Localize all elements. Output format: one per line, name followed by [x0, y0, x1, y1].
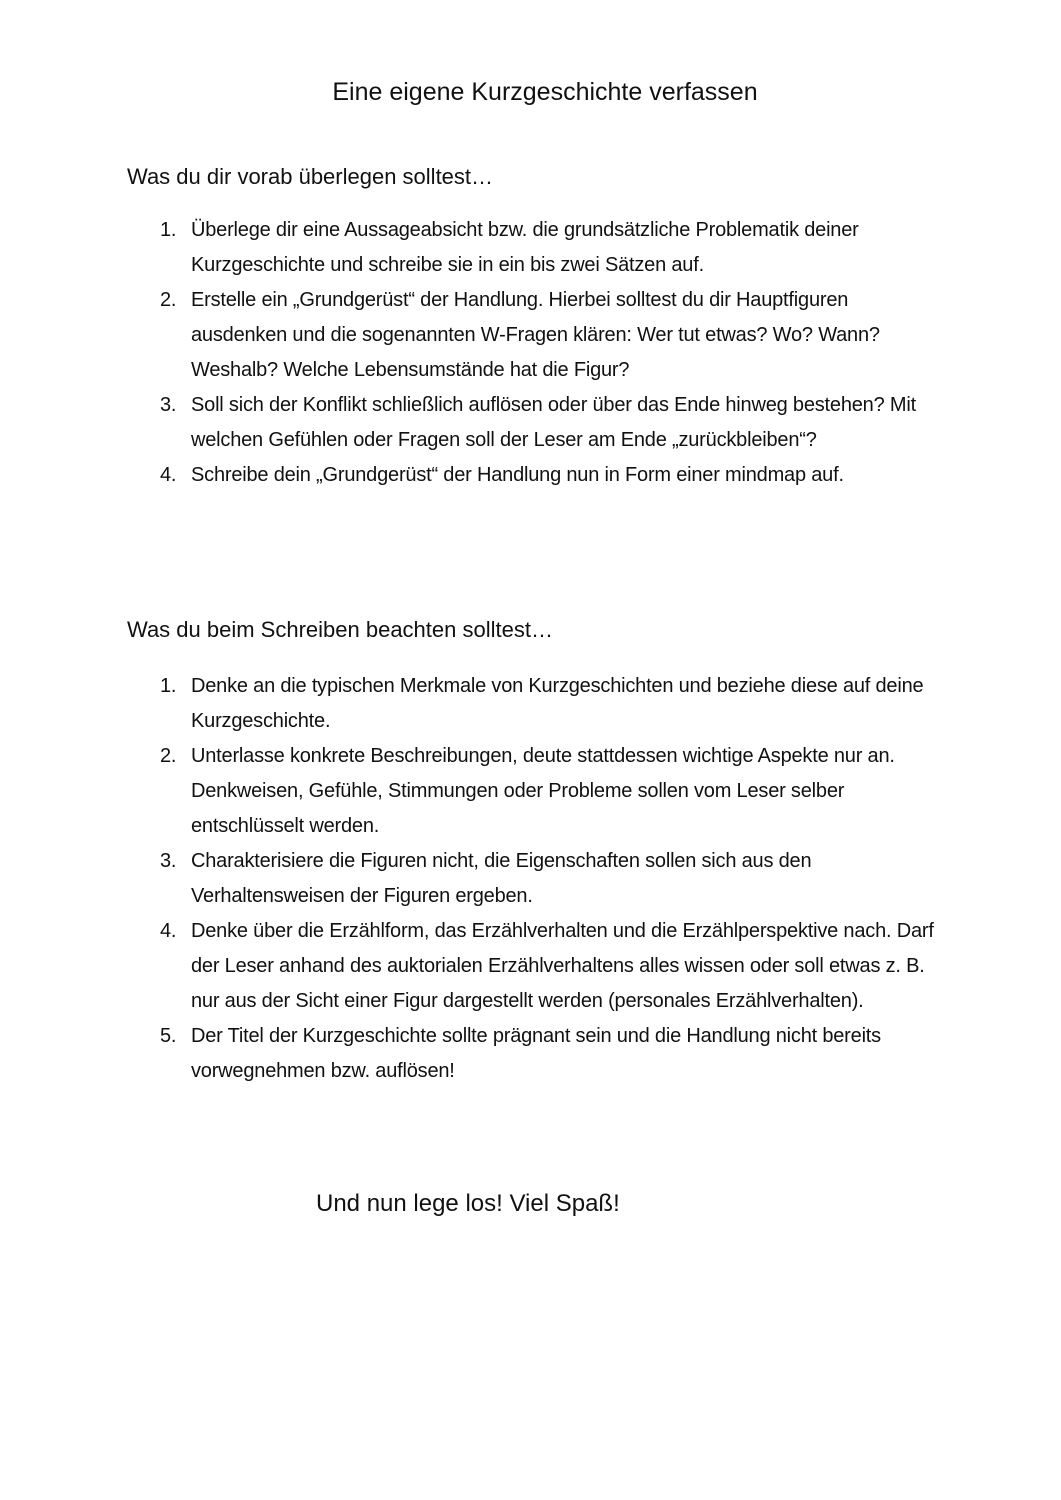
preparation-list [160, 213, 940, 493]
list-item [160, 669, 940, 739]
item-text: Der Titel der Kurzgeschichte sollte prägnant sein und die Handlung nicht bereits vorwegnehmen bzw. auflösen! [191, 1025, 881, 1082]
list-item [160, 388, 940, 458]
item-number: 2. [160, 289, 177, 311]
list-item [160, 1019, 940, 1089]
item-text: Erstelle ein „Grundgerüst“ der Handlung. Hierbei solltest du dir Hauptfiguren ausdenken und die sogenannten W-Fragen klären: Wer tut etwas? Wo? Wann? Weshalb? Welche Lebensumstände hat die Figur? [191, 289, 880, 381]
list-item [160, 283, 940, 388]
item-number: 3. [160, 394, 177, 416]
writing-list [160, 669, 940, 1089]
item-number: 4. [160, 920, 177, 942]
page-title: Eine eigene Kurzgeschichte verfassen [332, 78, 758, 106]
list-item [160, 844, 940, 914]
item-text: Denke über die Erzählform, das Erzählverhalten und die Erzählperspektive nach. Darf der Leser anhand des auktorialen Erzählverhaltens alles wissen oder soll etwas z. B. nur aus der Sicht einer Figur dargestellt werden (personales Erzählverhalten). [191, 920, 934, 1012]
item-text: Überlege dir eine Aussageabsicht bzw. die grundsätzliche Problematik deiner Kurzgeschichte und schreibe sie in ein bis zwei Sätzen auf. [191, 219, 859, 276]
item-text: Schreibe dein „Grundgerüst“ der Handlung nun in Form einer mindmap auf. [191, 464, 844, 486]
item-number: 1. [160, 675, 177, 697]
list-item [160, 213, 940, 283]
item-text: Soll sich der Konflikt schließlich auflösen oder über das Ende hinweg bestehen? Mit welchen Gefühlen oder Fragen soll der Leser am Ende „zurückbleiben“? [191, 394, 916, 451]
closing-line: Und nun lege los! Viel Spaß! [316, 1190, 620, 1217]
section-heading-preparation: Was du dir vorab überlegen solltest… [127, 164, 494, 189]
item-text: Charakterisiere die Figuren nicht, die Eigenschaften sollen sich aus den Verhaltensweisen der Figuren ergeben. [191, 850, 812, 907]
item-number: 4. [160, 464, 177, 486]
item-number: 1. [160, 219, 177, 241]
item-number: 2. [160, 745, 177, 767]
list-item [160, 458, 940, 493]
item-text: Unterlasse konkrete Beschreibungen, deute stattdessen wichtige Aspekte nur an. Denkweisen, Gefühle, Stimmungen oder Probleme sollen vom Leser selber entschlüsselt werden. [191, 745, 895, 837]
item-number: 3. [160, 850, 177, 872]
list-item [160, 739, 940, 844]
section-heading-writing: Was du beim Schreiben beachten solltest… [127, 617, 553, 642]
item-text: Denke an die typischen Merkmale von Kurzgeschichten und beziehe diese auf deine Kurzgeschichte. [191, 675, 924, 732]
item-number: 5. [160, 1025, 177, 1047]
list-item [160, 914, 940, 1019]
